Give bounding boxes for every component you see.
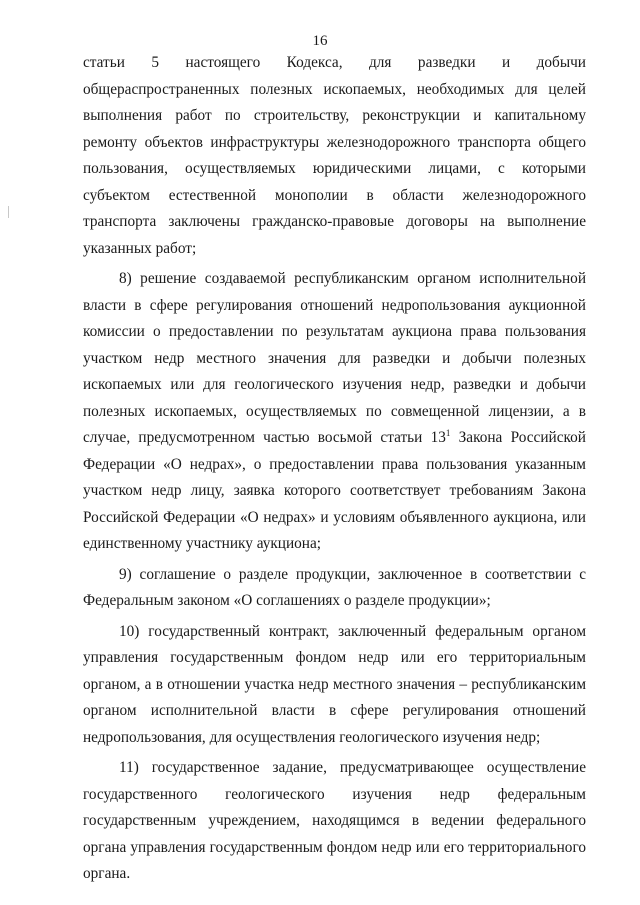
paragraph-item-11: 11) государственное задание, предусматривающее осуществление государственного геологического изучения недр федеральным государственным учреждением, находящимся в ведении федерального органа управления государственным фондом недр или его территориального органа. xyxy=(83,759,586,882)
page-number: 16 xyxy=(312,33,328,49)
paragraph-item-8-text-after: Закона Российской Федерации «О недрах», о предоставлении права пользования указанным участком недр лицу, заявка которого соответствует требованиям Закона Российской Федерации «О недрах» и условиям объявленного аукциона, или единственному участнику аукциона; xyxy=(83,429,586,552)
paragraph-item-8-text-before: 8) решение создаваемой республиканским органом исполнительной власти в сфере регулирования отношений недропользования аукционной комиссии о предоставлении по результатам аукциона права пользования участком недр местного значения для разведки и добычи полезных ископаемых или для геологического изучения недр, разведки и добычи полезных ископаемых, осуществляемых по совмещенной лицензии, а в случае, предусмотренном частью восьмой статьи 13 xyxy=(83,270,586,446)
paragraph-item-10: 10) государственный контракт, заключенный федеральным органом управления государственным фондом недр или его территориальным органом, а в отношении участка недр местного значения – республиканским органом исполнительной власти в сфере регулирования отношений недропользования, для осуществления геологического изучения недр; xyxy=(83,622,586,746)
superscript-article-number: 1 xyxy=(445,428,451,438)
paragraph-continuation: статьи 5 настоящего Кодекса, для разведки и добычи общераспространенных полезных ископаемых, необходимых для целей выполнения работ по строительству, реконструкции и капитальному ремонту объектов инфраструктуры железнодорожного транспорта общего пользования, осуществляемых юридическими лицами, с которыми субъектом естественной монополии в области железнодорожного транспорта заключены гражданско-правовые договоры на выполнение указанных работ; xyxy=(83,54,586,257)
paragraph-item-9: 9) соглашение о разделе продукции, заключенное в соответствии с Федеральным законом «О соглашениях о разделе продукции»; xyxy=(83,565,586,609)
document-body xyxy=(83,50,586,892)
paragraph-item-8 xyxy=(83,266,586,558)
scan-margin-mark xyxy=(8,206,9,218)
